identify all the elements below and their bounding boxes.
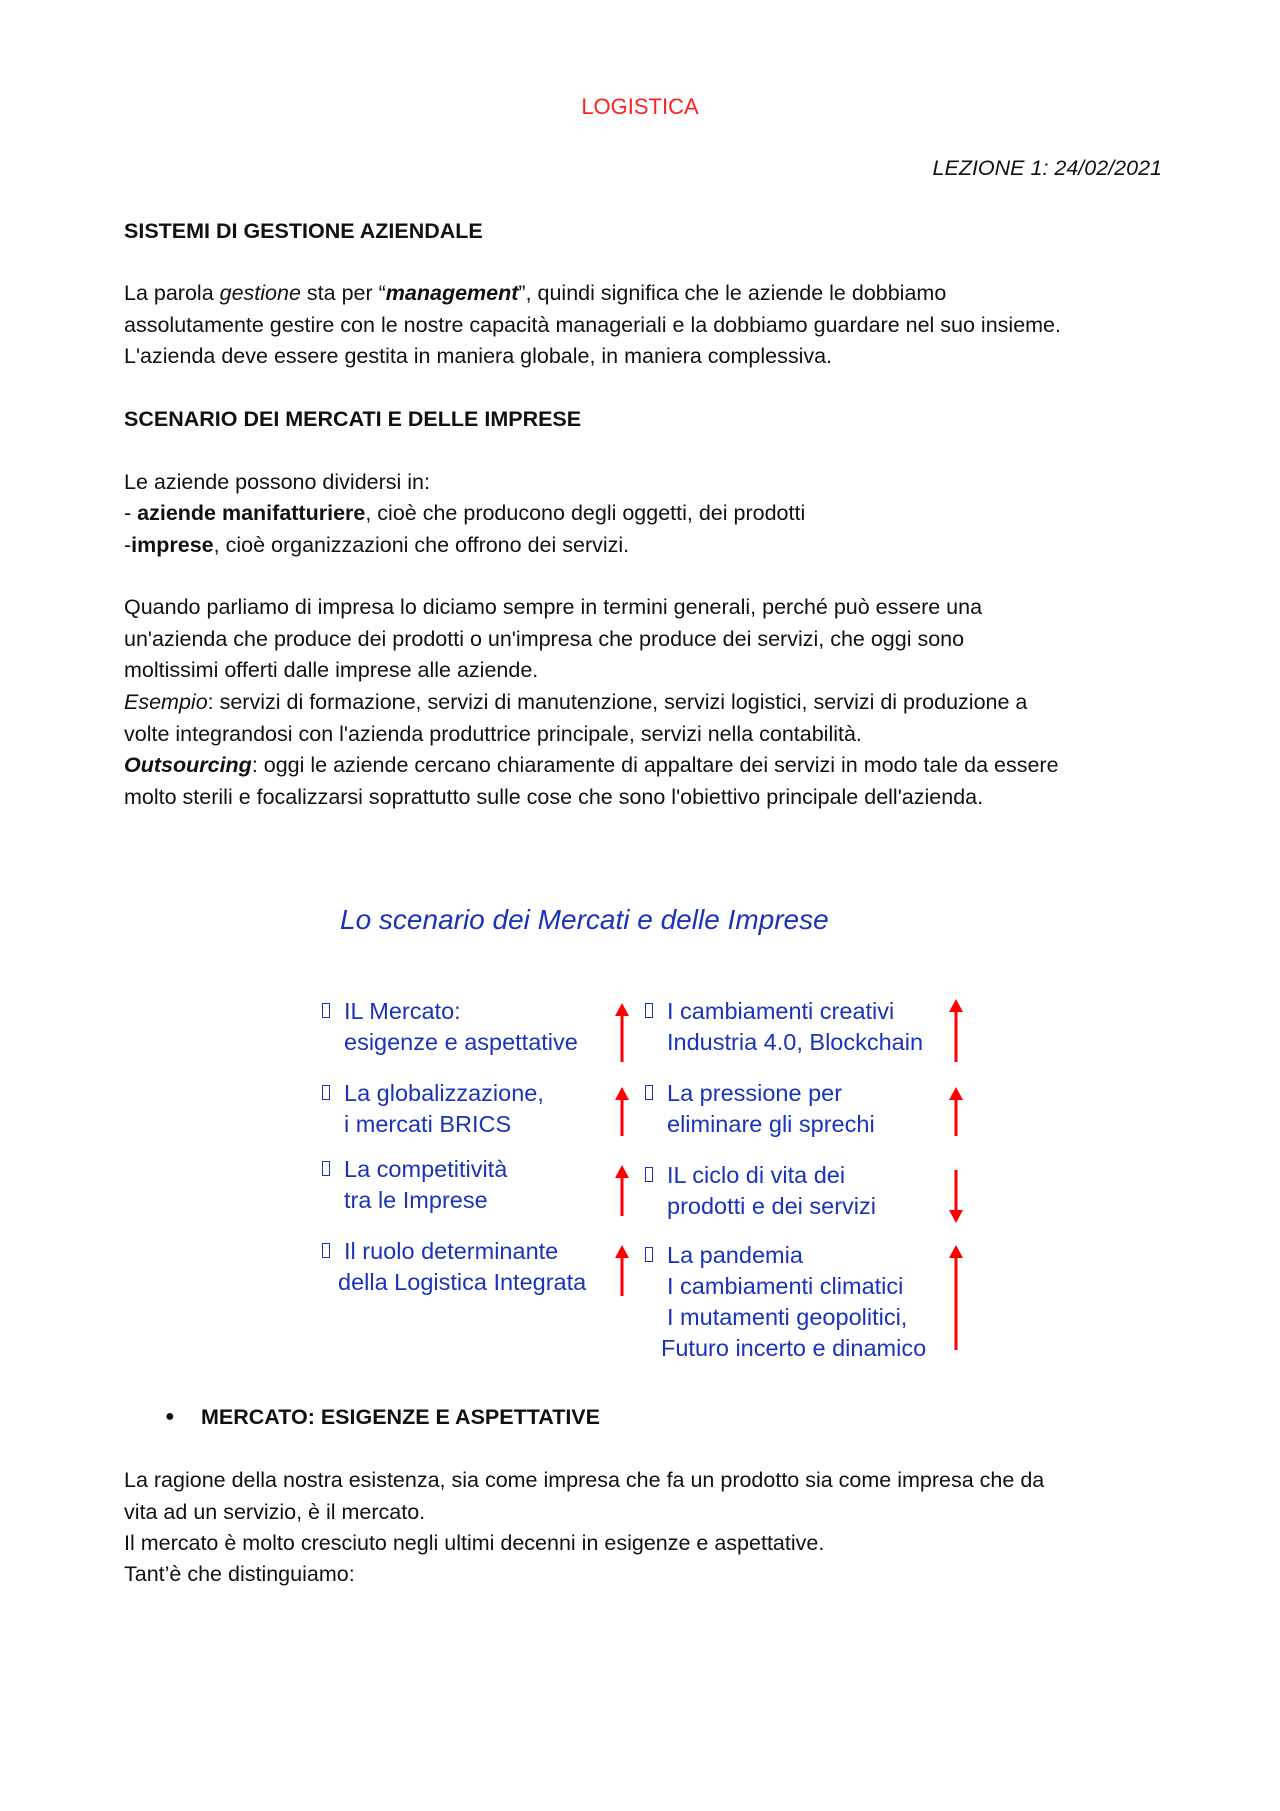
- trend-arrow-up-icon: [946, 998, 966, 1064]
- square-bullet-icon: [645, 1167, 653, 1182]
- trend-arrow-up-icon: [612, 1244, 632, 1298]
- slide-line: [645, 1302, 926, 1333]
- paragraph-line: La ragione della nostra esistenza, sia come impresa che fa un prodotto sia come impresa che da: [124, 1468, 1045, 1492]
- document-title: LOGISTICA: [581, 94, 699, 119]
- text-span: ”, quindi significa che le aziende le dobbiamo: [518, 281, 947, 305]
- slide-line: [322, 1267, 586, 1298]
- slide-line: [645, 1109, 875, 1140]
- slide-line: [645, 996, 923, 1027]
- paragraph-line: [124, 278, 946, 310]
- square-bullet-icon: [322, 1085, 330, 1100]
- text-span: Industria 4.0, Blockchain: [667, 1029, 924, 1055]
- slide-right-item: [645, 1160, 876, 1222]
- slide-line: [322, 1109, 544, 1140]
- section-heading-sistemi: SISTEMI DI GESTIONE AZIENDALE: [124, 219, 483, 243]
- paragraph-line: [124, 750, 1059, 782]
- slide-line: [645, 1271, 926, 1302]
- text-span: della Logistica Integrata: [338, 1269, 587, 1295]
- square-bullet-icon: [322, 1161, 330, 1176]
- text-span: La globalizzazione,: [344, 1080, 544, 1106]
- text-span: La parola: [124, 281, 220, 305]
- text-span: I cambiamenti creativi: [667, 998, 895, 1024]
- text-span: sta per “: [300, 281, 386, 305]
- paragraph-line: molto sterili e focalizzarsi soprattutto sulle cose che sono l'obiettivo principale dell'azienda.: [124, 785, 984, 809]
- slide-right-item: [645, 996, 923, 1058]
- text-span: La pandemia: [667, 1242, 803, 1268]
- paragraph-line: L'azienda deve essere gestita in maniera globale, in maniera complessiva.: [124, 344, 833, 368]
- text-span: I mutamenti geopolitici,: [667, 1304, 908, 1330]
- text-span: I cambiamenti climatici: [667, 1273, 904, 1299]
- list-item: [124, 530, 629, 562]
- trend-arrow-up-icon: [946, 1086, 966, 1138]
- text-span: : servizi di formazione, servizi di manutenzione, servizi logistici, servizi di produzione a: [207, 690, 1028, 714]
- bold-term: imprese: [131, 533, 214, 557]
- slide-line: [645, 1191, 876, 1222]
- slide-line: [322, 996, 578, 1027]
- paragraph-line: volte integrandosi con l'azienda produttrice principale, servizi nella contabilità.: [124, 722, 862, 746]
- slide-line: [322, 1154, 507, 1185]
- slide-right-item: [645, 1240, 926, 1364]
- paragraph-line: moltissimi offerti dalle imprese alle aziende.: [124, 658, 539, 682]
- italic-term: gestione: [219, 281, 301, 305]
- slide-line: [645, 1333, 926, 1364]
- square-bullet-icon: [645, 1085, 653, 1100]
- text-span: prodotti e dei servizi: [667, 1193, 876, 1219]
- trend-arrow-up-icon: [612, 1164, 632, 1218]
- slide-left-item: [322, 1236, 586, 1298]
- section-heading-scenario: SCENARIO DEI MERCATI E DELLE IMPRESE: [124, 407, 582, 431]
- slide-line: [645, 1027, 923, 1058]
- square-bullet-icon: [322, 1003, 330, 1018]
- slide-line: [645, 1160, 876, 1191]
- trend-arrow-up-icon: [612, 1002, 632, 1064]
- text-span: Futuro incerto e dinamico: [661, 1335, 927, 1361]
- paragraph-line: Le aziende possono dividersi in:: [124, 470, 430, 494]
- paragraph-line: assolutamente gestire con le nostre capacità manageriali e la dobbiamo guardare nel suo insieme.: [124, 313, 1061, 337]
- paragraph-line: vita ad un servizio, è il mercato.: [124, 1500, 426, 1524]
- bullet-icon: ●: [165, 1408, 175, 1425]
- slide-left-item: [322, 1154, 507, 1216]
- trend-arrow-up-icon: [612, 1086, 632, 1138]
- bold-italic-term: management: [385, 281, 519, 305]
- slide-line: [322, 1027, 578, 1058]
- section-heading-mercato: MERCATO: ESIGENZE E ASPETTATIVE: [201, 1405, 600, 1429]
- trend-arrow-down-icon: [946, 1168, 966, 1224]
- slide-line: [645, 1078, 875, 1109]
- text-span: La pressione per: [667, 1080, 843, 1106]
- list-dash: -: [124, 501, 138, 525]
- text-span: tra le Imprese: [344, 1187, 488, 1213]
- text-span: Il ruolo determinante: [344, 1238, 559, 1264]
- text-span: : oggi le aziende cercano chiaramente di appaltare dei servizi in modo tale da essere: [251, 753, 1059, 777]
- square-bullet-icon: [645, 1247, 653, 1262]
- square-bullet-icon: [322, 1243, 330, 1258]
- slide-line: [322, 1185, 507, 1216]
- slide-line: [322, 1078, 544, 1109]
- bold-term: aziende manifatturiere: [137, 501, 366, 525]
- slide-left-item: [322, 996, 578, 1058]
- text-span: , cioè organizzazioni che offrono dei servizi.: [213, 533, 630, 557]
- slide-left-item: [322, 1078, 544, 1140]
- square-bullet-icon: [645, 1003, 653, 1018]
- paragraph-line: un'azienda che produce dei prodotti o un'impresa che produce dei servizi, che oggi sono: [124, 627, 965, 651]
- slide-line: [322, 1236, 586, 1267]
- text-span: esigenze e aspettative: [344, 1029, 578, 1055]
- slide-right-item: [645, 1078, 875, 1140]
- slide-line: [645, 1240, 926, 1271]
- text-span: IL ciclo di vita dei: [667, 1162, 846, 1188]
- text-span: IL Mercato:: [344, 998, 461, 1024]
- text-span: eliminare gli sprechi: [667, 1111, 875, 1137]
- text-span: La competitività: [344, 1156, 508, 1182]
- trend-arrow-up-icon: [946, 1244, 966, 1352]
- bold-italic-term: Outsourcing: [124, 753, 252, 777]
- italic-term: Esempio: [124, 690, 208, 714]
- list-dash: -: [124, 533, 132, 557]
- slide-title: Lo scenario dei Mercati e delle Imprese: [340, 904, 829, 935]
- list-item: [124, 498, 805, 530]
- paragraph-line: Tant’è che distinguiamo:: [124, 1562, 355, 1586]
- paragraph-line: Quando parliamo di impresa lo diciamo sempre in termini generali, perché può essere una: [124, 595, 983, 619]
- text-span: i mercati BRICS: [344, 1111, 512, 1137]
- text-span: , cioè che producono degli oggetti, dei prodotti: [365, 501, 806, 525]
- paragraph-line: Il mercato è molto cresciuto negli ultimi decenni in esigenze e aspettative.: [124, 1531, 825, 1555]
- paragraph-line: [124, 687, 1027, 719]
- lesson-date: LEZIONE 1: 24/02/2021: [932, 156, 1162, 180]
